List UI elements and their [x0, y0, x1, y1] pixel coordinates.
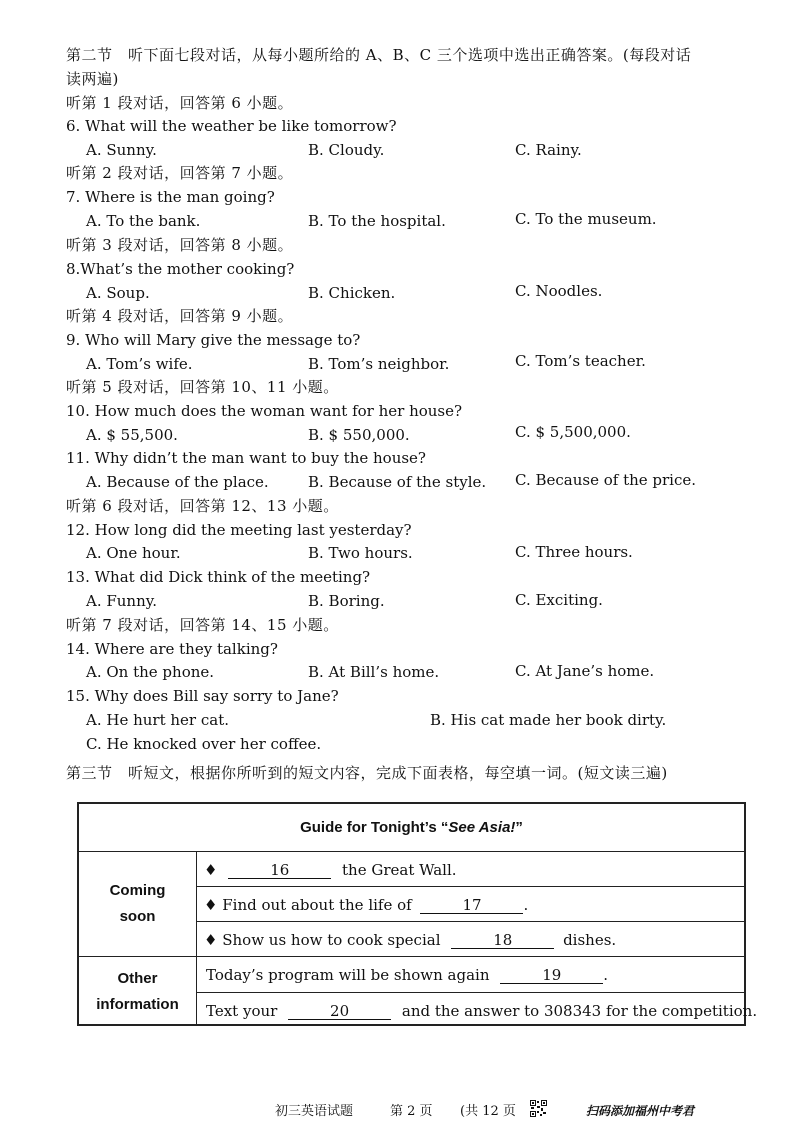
- dialogue-intro: 听第 3 段对话，回答第 8 小题。: [66, 236, 294, 254]
- question-text: 6. What will the weather be like tomorrow?: [66, 117, 397, 135]
- option-c: C. $ 5,500,000.: [515, 423, 631, 441]
- row2-text: Find out about the life of: [222, 896, 412, 914]
- row3-end: dishes.: [563, 931, 617, 949]
- table-row: [206, 966, 608, 984]
- table-rule: [196, 992, 744, 993]
- question-text: 12. How long did the meeting last yesterday?: [66, 521, 412, 539]
- option-b: B. At Bill’s home.: [308, 663, 440, 681]
- dialogue-intro: 听第 2 段对话，回答第 7 小题。: [66, 164, 294, 182]
- question-text: 9. Who will Mary give the message to?: [66, 331, 361, 349]
- blank-19[interactable]: 19: [500, 967, 603, 984]
- option-b: B. Tom’s neighbor.: [308, 355, 450, 373]
- question-text: 8.What’s the mother cooking?: [66, 260, 295, 278]
- table-rule: [79, 956, 744, 957]
- footer-total: (共 12 页: [460, 1104, 516, 1119]
- dialogue-intro: 听第 5 段对话，回答第 10、11 小题。: [66, 378, 339, 396]
- section3-heading: 第三节 听短文，根据你所听到的短文内容，完成下面表格，每空填一词。(短文读三遍): [66, 764, 668, 782]
- option-b: B. Two hours.: [308, 544, 413, 562]
- option-b: B. Chicken.: [308, 284, 396, 302]
- option-b: B. $ 550,000.: [308, 426, 410, 444]
- table-rule: [79, 851, 744, 852]
- blank-18[interactable]: 18: [451, 932, 554, 949]
- question-text: 7. Where is the man going?: [66, 188, 275, 206]
- table-title: [79, 804, 744, 851]
- option-b: B. Boring.: [308, 592, 385, 610]
- table-row: [204, 931, 616, 949]
- option-a: A. $ 55,500.: [86, 426, 178, 444]
- dialogue-intro: 听第 6 段对话，回答第 12、13 小题。: [66, 497, 339, 515]
- row3-text: Show us how to cook special: [222, 931, 441, 949]
- guide-table: [77, 802, 758, 1026]
- row5-text: Text your: [206, 1002, 278, 1020]
- row4-text: Today’s program will be shown again: [206, 966, 490, 984]
- table-title-prefix: Guide for Tonight’s “: [300, 819, 449, 836]
- question-text: 11. Why didn’t the man want to buy the house?: [66, 449, 426, 467]
- option-c: C. Tom’s teacher.: [515, 352, 646, 370]
- coming-label-line2: soon: [119, 908, 156, 925]
- option-a: A. Sunny.: [86, 141, 157, 159]
- option-b: B. Cloudy.: [308, 141, 385, 159]
- blank-17[interactable]: 17: [420, 897, 523, 914]
- question-text: 13. What did Dick think of the meeting?: [66, 568, 371, 586]
- section2-heading-line2: 读两遍): [66, 70, 119, 88]
- bullet-icon: ♦: [204, 896, 218, 914]
- bullet-icon: ♦: [204, 931, 218, 949]
- option-b: B. His cat made her book dirty.: [430, 711, 667, 729]
- dialogue-intro: 听第 7 段对话，回答第 14、15 小题。: [66, 616, 339, 634]
- row5-end: and the answer to 308343 for the competition.: [401, 1002, 758, 1020]
- option-a: A. On the phone.: [86, 663, 215, 681]
- question-text: 14. Where are they talking?: [66, 640, 278, 658]
- row2-end: .: [523, 896, 529, 914]
- table-row: [204, 896, 528, 914]
- option-c: C. He knocked over her coffee.: [86, 735, 322, 753]
- dialogue-intro: 听第 4 段对话，回答第 9 小题。: [66, 307, 294, 325]
- other-label-line2: information: [96, 996, 179, 1013]
- option-b: B. Because of the style.: [308, 473, 487, 491]
- table-rule: [196, 886, 744, 887]
- option-c: C. At Jane’s home.: [515, 662, 655, 680]
- option-a: A. One hour.: [86, 544, 181, 562]
- option-c: C. Exciting.: [515, 591, 603, 609]
- option-c: C. Noodles.: [515, 282, 603, 300]
- table-row: [204, 861, 457, 879]
- footer-page: 第 2 页: [390, 1104, 433, 1119]
- table-rule: [196, 851, 197, 1025]
- coming-soon-label: [79, 878, 196, 930]
- option-c: C. Rainy.: [515, 141, 582, 159]
- table-title-italic: See Asia!: [448, 819, 516, 836]
- question-text: 15. Why does Bill say sorry to Jane?: [66, 687, 339, 705]
- footer-promo: 扫码添加福州中考君: [586, 1104, 695, 1118]
- dialogue-intro: 听第 1 段对话，回答第 6 小题。: [66, 94, 294, 112]
- option-a: A. Funny.: [86, 592, 158, 610]
- question-text: 10. How much does the woman want for her house?: [66, 402, 463, 420]
- section2-heading-line1: 第二节 听下面七段对话，从每小题所给的 A、B、C 三个选项中选出正确答案。(每段对话: [66, 46, 692, 64]
- option-a: A. He hurt her cat.: [86, 711, 229, 729]
- other-label-line1: Other: [117, 970, 158, 987]
- option-a: A. To the bank.: [86, 212, 201, 230]
- other-information-label: [79, 966, 196, 1018]
- qr-code-icon: [530, 1100, 547, 1117]
- option-a: A. Soup.: [86, 284, 150, 302]
- footer-exam-title: 初三英语试题: [275, 1104, 354, 1119]
- option-a: A. Tom’s wife.: [86, 355, 193, 373]
- option-a: A. Because of the place.: [86, 473, 269, 491]
- bullet-icon: ♦: [204, 861, 218, 879]
- row1-text: the Great Wall.: [342, 861, 457, 879]
- blank-16[interactable]: 16: [228, 862, 331, 879]
- option-c: C. To the museum.: [515, 210, 657, 228]
- table-row: [206, 1002, 757, 1020]
- option-c: C. Because of the price.: [515, 471, 697, 489]
- blank-20[interactable]: 20: [288, 1003, 391, 1020]
- option-b: B. To the hospital.: [308, 212, 446, 230]
- coming-label-line1: Coming: [109, 882, 166, 899]
- table-title-suffix: ”: [515, 819, 523, 836]
- option-c: C. Three hours.: [515, 543, 633, 561]
- table-rule: [196, 921, 744, 922]
- row4-end: .: [603, 966, 609, 984]
